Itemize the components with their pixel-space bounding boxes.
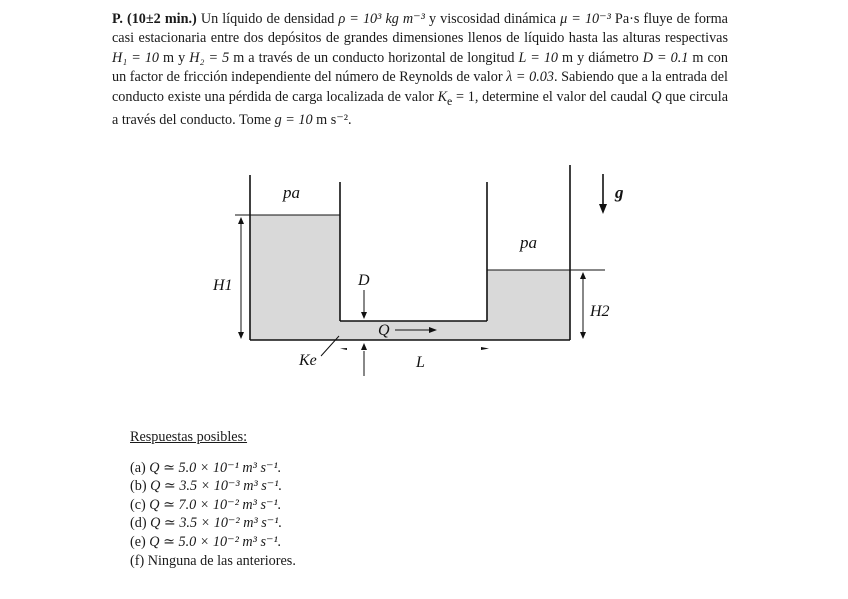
- problem-text-4: Pa·s fluye de forma casi estacionaria entre dos depósitos de grandes dimensiones llenos de líquido hasta las alturas respectivas: [112, 11, 728, 47]
- reservoir-diagram-svg: [205, 160, 625, 385]
- gravity-arrow-icon: [599, 204, 607, 214]
- answer-letter: (c): [130, 496, 146, 513]
- l-arrow-left-icon: [340, 348, 347, 350]
- h1-arrow-bottom-icon: [238, 332, 244, 339]
- d-arrow-bottom-icon: [361, 343, 367, 350]
- problem-text-9: L = 10: [518, 49, 559, 66]
- problem-text-3: μ = 10⁻³: [560, 11, 611, 27]
- problem-text-1: ρ = 10³ kg m⁻³: [338, 11, 425, 27]
- ke-label-k: Ke: [299, 352, 317, 369]
- problem-text-19: Q: [651, 88, 662, 105]
- answer-formula: Q ≃ 5.0 × 10⁻² m³ s⁻¹.: [149, 533, 282, 550]
- problem-text-5: H₁ = 10: [112, 49, 160, 66]
- problem-text-2: y viscosidad dinámica: [424, 11, 561, 27]
- answer-option-b[interactable]: [130, 477, 296, 496]
- problem-text-20: que circula a través del conducto. Tome: [112, 88, 729, 128]
- h2-arrow-top-icon: [580, 272, 586, 279]
- answer-letter: (f): [130, 552, 145, 569]
- pa-right-label: pa: [520, 233, 537, 252]
- answer-option-a[interactable]: [130, 459, 296, 478]
- h2-arrow-bottom-icon: [580, 332, 586, 339]
- answer-letter: (b): [130, 478, 147, 495]
- problem-text-7: H₂ = 5: [189, 49, 230, 66]
- problem-text-16: e: [447, 93, 453, 108]
- problem-text-10: m y diámetro: [558, 49, 643, 66]
- answer-formula: Q ≃ 7.0 × 10⁻² m³ s⁻¹.: [149, 496, 282, 513]
- h2-label: H2: [590, 303, 610, 320]
- problem-text-8: m a través de un conducto horizontal de longitud: [229, 49, 519, 66]
- q-label: Q: [378, 322, 390, 339]
- problem-text-14: . Sabiendo que a la entrada del conducto existe una pérdida de carga localizada de valor: [112, 69, 728, 105]
- problem-text-11: D = 0.1: [642, 49, 689, 66]
- problem-text-18: , determine el valor del caudal: [474, 88, 652, 105]
- answer-formula: Q ≃ 3.5 × 10⁻³ m³ s⁻¹.: [150, 478, 283, 495]
- answer-letter: (e): [130, 533, 146, 550]
- problem-text-22: m s⁻².: [312, 111, 352, 128]
- h1-arrow-top-icon: [238, 217, 244, 224]
- reservoir-diagram: [205, 160, 625, 385]
- answer-option-d[interactable]: [130, 514, 296, 533]
- d-label: D: [358, 272, 370, 289]
- problem-text-0: Un líquido de densidad: [200, 11, 339, 27]
- answer-letter: (a): [130, 459, 146, 476]
- answer-option-c[interactable]: [130, 496, 296, 515]
- l-label: L: [416, 354, 425, 371]
- problem-text-21: g = 10: [274, 111, 313, 128]
- answer-text: Ninguna de las anteriores.: [147, 552, 296, 569]
- d-arrow-top-icon: [361, 312, 367, 319]
- problem-text-13: λ = 0.03: [506, 69, 554, 86]
- l-arrow-right-icon: [481, 347, 489, 350]
- problem-text-17: = 1: [452, 88, 475, 105]
- answer-option-f[interactable]: [130, 552, 296, 571]
- problem-label: P.: [112, 11, 123, 27]
- answers-heading: Respuestas posibles:: [130, 429, 248, 445]
- problem-text-6: m y: [159, 49, 190, 66]
- answers-section: [130, 428, 296, 570]
- answer-formula: Q ≃ 3.5 × 10⁻² m³ s⁻¹.: [150, 515, 283, 532]
- g-label: g: [615, 183, 624, 202]
- answer-option-e[interactable]: [130, 533, 296, 552]
- answer-formula: Q ≃ 5.0 × 10⁻¹ m³ s⁻¹.: [149, 459, 282, 476]
- h1-label: H1: [213, 277, 233, 294]
- problem-statement: [112, 10, 728, 130]
- pa-left-label: pa: [283, 183, 300, 202]
- answer-letter: (d): [130, 515, 147, 532]
- problem-text-15: K: [437, 88, 448, 105]
- problem-time: (10±2 min.): [126, 11, 197, 27]
- problem-text-12: m con un factor de fricción independiente del número de Reynolds de valor: [112, 49, 728, 86]
